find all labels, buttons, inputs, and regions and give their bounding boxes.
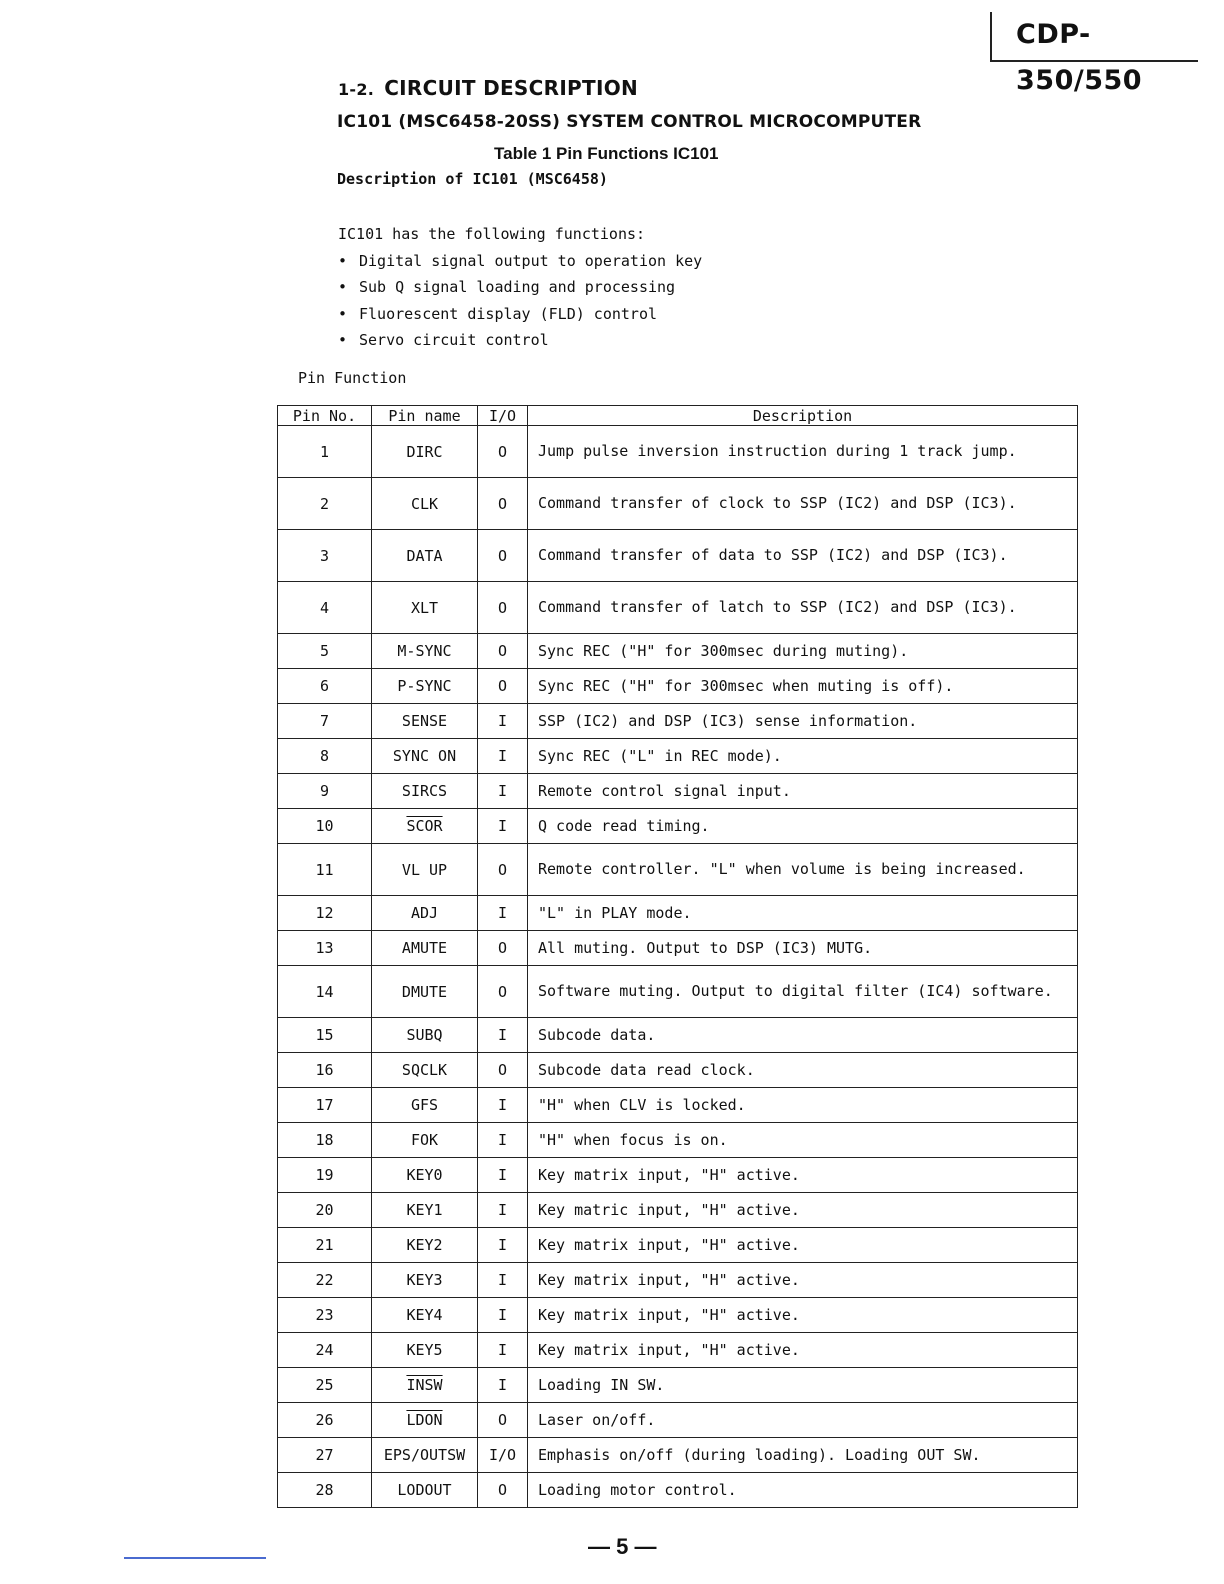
pin-name-cell: KEY1: [372, 1193, 478, 1228]
pin-io-cell: I: [478, 1088, 528, 1123]
pin-name-cell: SYNC ON: [372, 739, 478, 774]
pin-description-cell: Laser on/off.: [528, 1403, 1078, 1438]
pin-io-cell: I: [478, 1018, 528, 1053]
pin-io-cell: O: [478, 530, 528, 582]
description-heading: Description of IC101 (MSC6458): [337, 170, 608, 188]
pin-io-cell: O: [478, 582, 528, 634]
page-number: — 5 —: [588, 1534, 657, 1559]
table-row: [278, 844, 1078, 896]
bottom-rule: [124, 1557, 266, 1559]
pin-io-cell: I: [478, 1123, 528, 1158]
header-pin-no: Pin No.: [278, 406, 372, 426]
pin-number-cell: 23: [278, 1298, 372, 1333]
pin-number-cell: 17: [278, 1088, 372, 1123]
ic-subtitle: IC101 (MSC6458-20SS) SYSTEM CONTROL MICROCOMPUTER: [337, 112, 922, 132]
pin-function-label: Pin Function: [298, 369, 407, 387]
pin-number-cell: 11: [278, 844, 372, 896]
table-row: [278, 1193, 1078, 1228]
pin-name-cell: DMUTE: [372, 966, 478, 1018]
pin-number-cell: 24: [278, 1333, 372, 1368]
table-row: [278, 966, 1078, 1018]
pin-number-cell: 10: [278, 809, 372, 844]
intro-lead: IC101 has the following functions:: [338, 225, 646, 243]
section-title: [338, 76, 638, 100]
section-title-text: CIRCUIT DESCRIPTION: [384, 76, 639, 100]
table-row: [278, 774, 1078, 809]
table-row: [278, 1298, 1078, 1333]
pin-number-cell: 3: [278, 530, 372, 582]
pin-number-cell: 21: [278, 1228, 372, 1263]
pin-io-cell: I: [478, 1333, 528, 1368]
pin-io-cell: I: [478, 1298, 528, 1333]
model-number: CDP-350/550: [1016, 19, 1143, 96]
model-number-box: [990, 12, 1198, 96]
pin-function-table: [277, 405, 1078, 1508]
table-row: [278, 1053, 1078, 1088]
pin-description-cell: "H" when focus is on.: [528, 1123, 1078, 1158]
table-body: [278, 426, 1078, 1508]
list-item: • Fluorescent display (FLD) control: [338, 301, 702, 328]
pin-description-cell: Loading IN SW.: [528, 1368, 1078, 1403]
pin-number-cell: 13: [278, 931, 372, 966]
pin-name-cell: LDON: [372, 1403, 478, 1438]
pin-description-cell: Jump pulse inversion instruction during 1 track jump.: [528, 426, 1078, 478]
pin-io-cell: I/O: [478, 1438, 528, 1473]
pin-description-cell: Software muting. Output to digital filter (IC4) software.: [528, 966, 1078, 1018]
table-row: [278, 478, 1078, 530]
pin-name-cell: XLT: [372, 582, 478, 634]
pin-name-cell: ADJ: [372, 896, 478, 931]
pin-description-cell: Remote control signal input.: [528, 774, 1078, 809]
pin-description-cell: "H" when CLV is locked.: [528, 1088, 1078, 1123]
pin-io-cell: I: [478, 739, 528, 774]
pin-number-cell: 15: [278, 1018, 372, 1053]
pin-description-cell: Command transfer of latch to SSP (IC2) and DSP (IC3).: [528, 582, 1078, 634]
pin-name-cell: KEY5: [372, 1333, 478, 1368]
pin-number-cell: 5: [278, 634, 372, 669]
pin-number-cell: 14: [278, 966, 372, 1018]
pin-name-cell: KEY0: [372, 1158, 478, 1193]
pin-description-cell: Subcode data.: [528, 1018, 1078, 1053]
pin-io-cell: O: [478, 931, 528, 966]
pin-io-cell: I: [478, 809, 528, 844]
pin-name-cell: SQCLK: [372, 1053, 478, 1088]
pin-description-cell: Command transfer of data to SSP (IC2) and DSP (IC3).: [528, 530, 1078, 582]
pin-description-cell: Q code read timing.: [528, 809, 1078, 844]
table-row: [278, 1123, 1078, 1158]
pin-description-cell: Subcode data read clock.: [528, 1053, 1078, 1088]
pin-number-cell: 28: [278, 1473, 372, 1508]
pin-number-cell: 12: [278, 896, 372, 931]
pin-description-cell: Key matrix input, "H" active.: [528, 1263, 1078, 1298]
table-row: [278, 669, 1078, 704]
pin-name-cell: M-SYNC: [372, 634, 478, 669]
intro-block: [338, 221, 702, 354]
pin-description-cell: Emphasis on/off (during loading). Loading OUT SW.: [528, 1438, 1078, 1473]
pin-name-cell: FOK: [372, 1123, 478, 1158]
list-item: • Digital signal output to operation key: [338, 248, 702, 275]
table-row: [278, 1263, 1078, 1298]
pin-io-cell: O: [478, 426, 528, 478]
pin-description-cell: Loading motor control.: [528, 1473, 1078, 1508]
pin-name-cell: AMUTE: [372, 931, 478, 966]
pin-io-cell: I: [478, 1158, 528, 1193]
pin-number-cell: 25: [278, 1368, 372, 1403]
pin-number-cell: 1: [278, 426, 372, 478]
table-header-row: [278, 406, 1078, 426]
table-row: [278, 1368, 1078, 1403]
pin-number-cell: 4: [278, 582, 372, 634]
table-row: [278, 530, 1078, 582]
table-row: [278, 809, 1078, 844]
pin-number-cell: 19: [278, 1158, 372, 1193]
table-row: [278, 1438, 1078, 1473]
pin-description-cell: Sync REC ("H" for 300msec when muting is off).: [528, 669, 1078, 704]
pin-name-cell: SENSE: [372, 704, 478, 739]
pin-name-cell: DIRC: [372, 426, 478, 478]
pin-description-cell: Key matric input, "H" active.: [528, 1193, 1078, 1228]
header-description: Description: [528, 406, 1078, 426]
table-row: [278, 1228, 1078, 1263]
table-row: [278, 1158, 1078, 1193]
pin-io-cell: O: [478, 1473, 528, 1508]
pin-io-cell: O: [478, 1403, 528, 1438]
pin-io-cell: I: [478, 1228, 528, 1263]
header-io: I/O: [478, 406, 528, 426]
table-row: [278, 1333, 1078, 1368]
pin-io-cell: O: [478, 634, 528, 669]
pin-io-cell: I: [478, 1263, 528, 1298]
pin-io-cell: I: [478, 774, 528, 809]
table-row: [278, 931, 1078, 966]
section-number: 1-2.: [338, 80, 375, 99]
pin-name-cell: SIRCS: [372, 774, 478, 809]
table-row: [278, 1473, 1078, 1508]
pin-number-cell: 2: [278, 478, 372, 530]
pin-name-cell: LODOUT: [372, 1473, 478, 1508]
pin-name-cell: INSW: [372, 1368, 478, 1403]
pin-description-cell: Key matrix input, "H" active.: [528, 1333, 1078, 1368]
header-pin-name: Pin name: [372, 406, 478, 426]
pin-description-cell: Key matrix input, "H" active.: [528, 1228, 1078, 1263]
table-row: [278, 426, 1078, 478]
list-item: • Servo circuit control: [338, 327, 702, 354]
table-row: [278, 1018, 1078, 1053]
pin-number-cell: 26: [278, 1403, 372, 1438]
pin-number-cell: 22: [278, 1263, 372, 1298]
pin-io-cell: O: [478, 1053, 528, 1088]
table-row: [278, 704, 1078, 739]
pin-description-cell: Sync REC ("H" for 300msec during muting).: [528, 634, 1078, 669]
function-list: [338, 248, 702, 354]
pin-io-cell: I: [478, 1193, 528, 1228]
pin-name-cell: GFS: [372, 1088, 478, 1123]
pin-io-cell: O: [478, 966, 528, 1018]
pin-name-cell: KEY4: [372, 1298, 478, 1333]
pin-number-cell: 7: [278, 704, 372, 739]
pin-number-cell: 9: [278, 774, 372, 809]
pin-name-cell: SUBQ: [372, 1018, 478, 1053]
table-row: [278, 1088, 1078, 1123]
pin-description-cell: Remote controller. "L" when volume is being increased.: [528, 844, 1078, 896]
pin-name-cell: DATA: [372, 530, 478, 582]
pin-name-cell: SCOR: [372, 809, 478, 844]
table-row: [278, 582, 1078, 634]
pin-number-cell: 16: [278, 1053, 372, 1088]
pin-io-cell: I: [478, 896, 528, 931]
pin-io-cell: O: [478, 478, 528, 530]
pin-io-cell: I: [478, 1368, 528, 1403]
pin-name-cell: CLK: [372, 478, 478, 530]
table-row: [278, 634, 1078, 669]
pin-io-cell: O: [478, 669, 528, 704]
pin-number-cell: 20: [278, 1193, 372, 1228]
pin-name-cell: EPS/OUTSW: [372, 1438, 478, 1473]
pin-description-cell: Sync REC ("L" in REC mode).: [528, 739, 1078, 774]
pin-io-cell: O: [478, 844, 528, 896]
pin-description-cell: Key matrix input, "H" active.: [528, 1158, 1078, 1193]
pin-description-cell: All muting. Output to DSP (IC3) MUTG.: [528, 931, 1078, 966]
pin-number-cell: 18: [278, 1123, 372, 1158]
table-caption: Table 1 Pin Functions IC101: [494, 144, 719, 163]
pin-description-cell: "L" in PLAY mode.: [528, 896, 1078, 931]
pin-io-cell: I: [478, 704, 528, 739]
table-row: [278, 1403, 1078, 1438]
pin-number-cell: 8: [278, 739, 372, 774]
pin-number-cell: 6: [278, 669, 372, 704]
pin-number-cell: 27: [278, 1438, 372, 1473]
list-item: • Sub Q signal loading and processing: [338, 274, 702, 301]
pin-description-cell: SSP (IC2) and DSP (IC3) sense information.: [528, 704, 1078, 739]
pin-name-cell: KEY3: [372, 1263, 478, 1298]
pin-name-cell: P-SYNC: [372, 669, 478, 704]
pin-name-cell: KEY2: [372, 1228, 478, 1263]
pin-description-cell: Key matrix input, "H" active.: [528, 1298, 1078, 1333]
table-row: [278, 739, 1078, 774]
pin-description-cell: Command transfer of clock to SSP (IC2) and DSP (IC3).: [528, 478, 1078, 530]
table-row: [278, 896, 1078, 931]
pin-name-cell: VL UP: [372, 844, 478, 896]
